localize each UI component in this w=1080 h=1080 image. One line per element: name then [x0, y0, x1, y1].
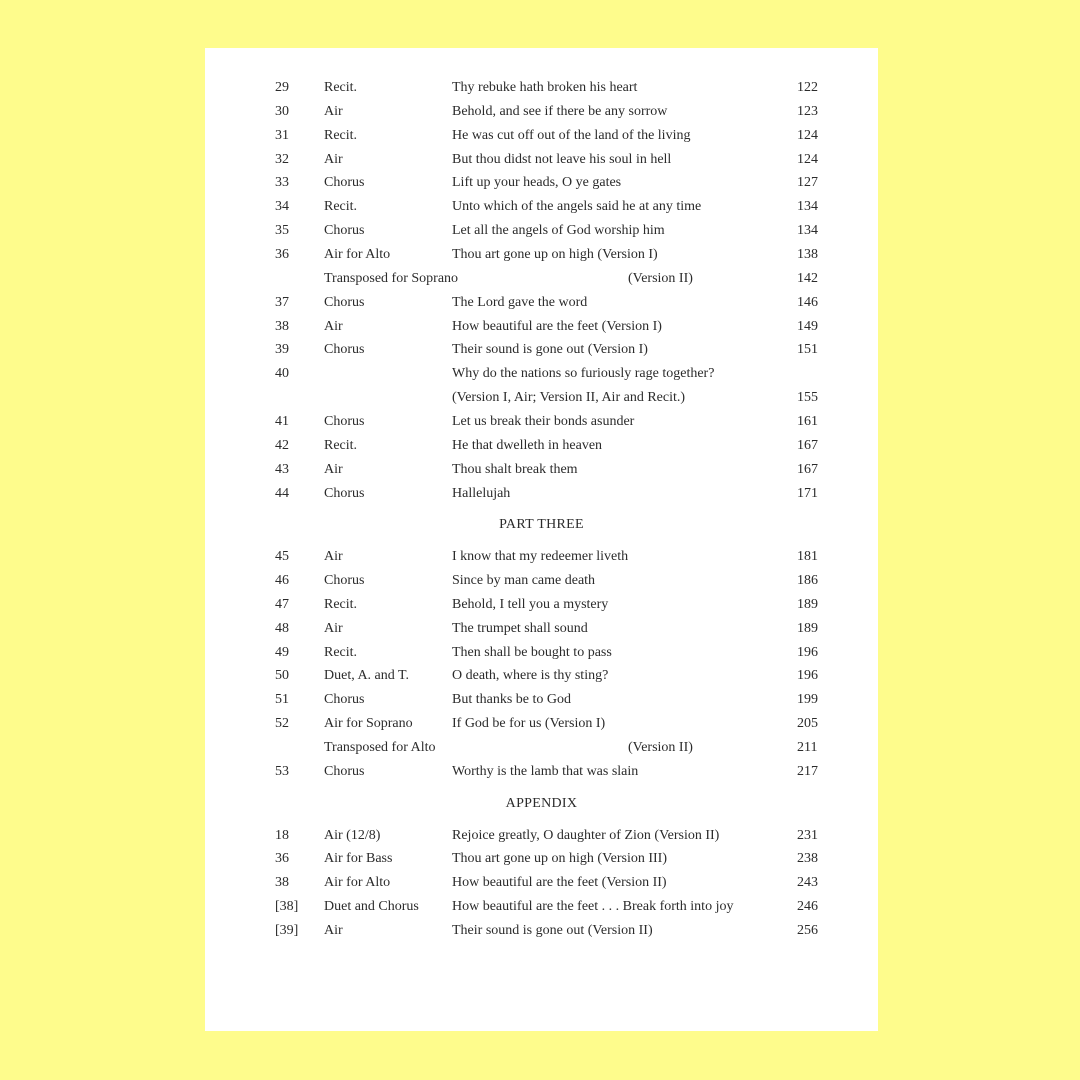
page-number: 231	[797, 827, 818, 843]
entry-type: Chorus	[324, 413, 365, 429]
entry-number: 29	[275, 80, 289, 95]
page-number: 205	[797, 716, 818, 732]
entry-type: Air	[324, 103, 343, 119]
page-number: 243	[797, 875, 818, 891]
entry-title: But thou didst not leave his soul in hell	[452, 151, 672, 167]
entry-type: Air for Soprano	[324, 716, 413, 732]
contents-row	[205, 149, 878, 171]
page-number: 146	[797, 294, 818, 310]
contents-row	[205, 196, 878, 218]
page-number: 256	[797, 922, 818, 938]
entry-title: O death, where is thy sting?	[452, 668, 609, 684]
entry-title: Thou shalt break them	[452, 461, 578, 477]
entry-type: Air	[324, 461, 343, 477]
entry-title: The trumpet shall sound	[452, 620, 588, 636]
contents-row	[205, 339, 878, 361]
entry-number: 45	[275, 549, 289, 565]
entry-number: 38	[275, 875, 289, 891]
contents-row	[205, 125, 878, 147]
entry-number: 32	[275, 151, 289, 167]
entry-title: How beautiful are the feet . . . Break forth into joy	[452, 899, 734, 915]
page-number: 246	[797, 899, 818, 915]
entry-title: Since by man came death	[452, 573, 596, 588]
entry-title: Behold, and see if there be any sorrow	[452, 103, 668, 119]
contents-row	[205, 618, 878, 640]
entry-title: Their sound is gone out (Version I)	[452, 342, 648, 358]
transposition-note: Transposed for Alto	[324, 740, 436, 755]
contents-row	[205, 920, 878, 942]
entry-type: Air for Alto	[324, 246, 391, 262]
entry-type: Duet, A. and T.	[324, 668, 410, 684]
entry-title: Why do the nations so furiously rage together?	[452, 366, 715, 382]
entry-title: Let us break their bonds asunder	[452, 413, 635, 429]
entry-number: 37	[275, 294, 289, 310]
entry-number: 39	[275, 342, 289, 358]
page-number: 171	[797, 485, 818, 501]
page-number: 122	[797, 80, 818, 95]
contents-row	[205, 387, 878, 409]
entry-type: Air for Alto	[324, 875, 391, 891]
section-heading-appendix: APPENDIX	[505, 795, 578, 811]
page-number: 134	[797, 199, 818, 215]
contents-row	[205, 101, 878, 123]
transposition-note: Transposed for Soprano	[324, 270, 459, 286]
entry-title: Hallelujah	[452, 485, 511, 501]
contents-row	[205, 737, 878, 759]
entry-title: He was cut off out of the land of the living	[452, 127, 691, 143]
entry-type: Air (12/8)	[324, 827, 381, 843]
entry-number: 18	[275, 827, 289, 843]
entry-number: 51	[275, 692, 289, 708]
document-page	[205, 48, 878, 1031]
page-number: 161	[797, 413, 818, 429]
page-number: 181	[797, 549, 818, 565]
entry-type: Chorus	[324, 485, 365, 501]
entry-title: He that dwelleth in heaven	[452, 437, 603, 453]
entry-title: How beautiful are the feet (Version I)	[452, 318, 662, 334]
entry-type: Recit.	[324, 127, 358, 143]
page-number: 151	[797, 342, 818, 358]
page-number: 142	[797, 270, 818, 286]
contents-row	[205, 594, 878, 616]
page-number: 155	[797, 390, 818, 406]
entry-number: 38	[275, 318, 289, 334]
page-number: 149	[797, 318, 818, 334]
entry-type: Chorus	[324, 342, 365, 358]
contents-row	[205, 570, 878, 592]
entry-number: 46	[275, 573, 289, 588]
entry-number: 35	[275, 223, 289, 239]
entry-title: Worthy is the lamb that was slain	[452, 763, 639, 779]
entry-number: 43	[275, 461, 289, 477]
page-number: 196	[797, 668, 818, 684]
entry-type: Air	[324, 620, 343, 636]
page-number: 189	[797, 620, 818, 636]
entry-number: [39]	[275, 922, 299, 938]
contents-row	[205, 172, 878, 194]
entry-type: Chorus	[324, 294, 365, 310]
entry-type: Recit.	[324, 596, 358, 612]
entry-number: 34	[275, 199, 289, 215]
entry-title: Let all the angels of God worship him	[452, 223, 665, 239]
page-number: 138	[797, 246, 818, 262]
entry-type: Chorus	[324, 175, 365, 191]
contents-row	[205, 316, 878, 338]
page-number: 217	[797, 763, 818, 779]
contents-row	[205, 689, 878, 711]
entry-number: 47	[275, 596, 289, 612]
entry-number: 42	[275, 437, 289, 453]
contents-row	[205, 292, 878, 314]
entry-title: Behold, I tell you a mystery	[452, 596, 609, 612]
entry-type: Air	[324, 318, 343, 334]
contents-row	[205, 546, 878, 568]
entry-title: Thou art gone up on high (Version III)	[452, 851, 668, 867]
contents-row	[205, 363, 878, 385]
contents-row	[205, 825, 878, 847]
contents-row	[205, 848, 878, 870]
version-label: (Version II)	[628, 270, 693, 286]
contents-row	[205, 411, 878, 433]
contents-row	[205, 665, 878, 687]
entry-title: Unto which of the angels said he at any time	[452, 199, 702, 215]
entry-number: 50	[275, 668, 289, 684]
entry-type: Recit.	[324, 644, 358, 660]
page-number: 167	[797, 437, 818, 453]
contents-row	[205, 459, 878, 481]
page-number: 189	[797, 596, 818, 612]
entry-type: Air	[324, 151, 343, 167]
page-number: 134	[797, 223, 818, 239]
entry-type: Recit.	[324, 80, 358, 95]
entry-type: Chorus	[324, 223, 365, 239]
entry-type: Chorus	[324, 763, 365, 779]
page-number: 127	[797, 175, 818, 191]
entry-title: Rejoice greatly, O daughter of Zion (Version II)	[452, 827, 720, 843]
entry-number: 36	[275, 246, 289, 262]
entry-number: [38]	[275, 899, 299, 915]
entry-title: Thou art gone up on high (Version I)	[452, 246, 658, 262]
entry-title: If God be for us (Version I)	[452, 716, 606, 732]
entry-title: But thanks be to God	[452, 692, 571, 708]
entry-title: Their sound is gone out (Version II)	[452, 922, 653, 938]
entry-title: How beautiful are the feet (Version II)	[452, 875, 667, 891]
entry-type: Recit.	[324, 199, 358, 215]
entry-type: Recit.	[324, 437, 358, 453]
entry-number: 31	[275, 127, 289, 143]
page-number: 124	[797, 151, 818, 167]
page-number: 124	[797, 127, 818, 143]
entry-number: 52	[275, 716, 289, 732]
entry-number: 33	[275, 175, 289, 191]
version-label: (Version II)	[628, 740, 693, 755]
entry-title: The Lord gave the word	[452, 294, 588, 310]
page-number: 211	[797, 740, 818, 755]
contents-row	[205, 713, 878, 735]
entry-type: Air	[324, 549, 343, 565]
contents-row	[205, 244, 878, 266]
entry-title: Lift up your heads, O ye gates	[452, 175, 622, 191]
contents-row	[205, 761, 878, 783]
entry-number: 41	[275, 413, 289, 429]
entry-number: 49	[275, 644, 289, 660]
page-number: 199	[797, 692, 818, 708]
entry-title: Then shall be bought to pass	[452, 644, 612, 660]
contents-row	[205, 268, 878, 290]
page-number: 167	[797, 461, 818, 477]
entry-type: Air for Bass	[324, 851, 393, 867]
section-heading-part-three: PART THREE	[499, 517, 584, 533]
entry-number: 48	[275, 620, 289, 636]
contents-row	[205, 642, 878, 664]
entry-number: 53	[275, 763, 289, 779]
contents-list	[205, 48, 878, 1031]
page-number: 186	[797, 573, 818, 588]
entry-number: 36	[275, 851, 289, 867]
entry-number: 40	[275, 366, 289, 382]
page-number: 196	[797, 644, 818, 660]
entry-number: 44	[275, 485, 289, 501]
contents-row	[205, 77, 878, 99]
entry-type: Air	[324, 922, 343, 938]
entry-title: Thy rebuke hath broken his heart	[452, 80, 638, 95]
contents-row	[205, 872, 878, 894]
entry-type: Duet and Chorus	[324, 899, 419, 915]
entry-title: I know that my redeemer liveth	[452, 549, 629, 565]
page-number: 238	[797, 851, 818, 867]
entry-type: Chorus	[324, 692, 365, 708]
contents-row	[205, 896, 878, 918]
entry-title: (Version I, Air; Version II, Air and Recit.)	[452, 390, 686, 406]
page-number: 123	[797, 103, 818, 119]
entry-type: Chorus	[324, 573, 365, 588]
contents-row	[205, 483, 878, 505]
contents-row	[205, 220, 878, 242]
entry-number: 30	[275, 103, 289, 119]
contents-row	[205, 435, 878, 457]
